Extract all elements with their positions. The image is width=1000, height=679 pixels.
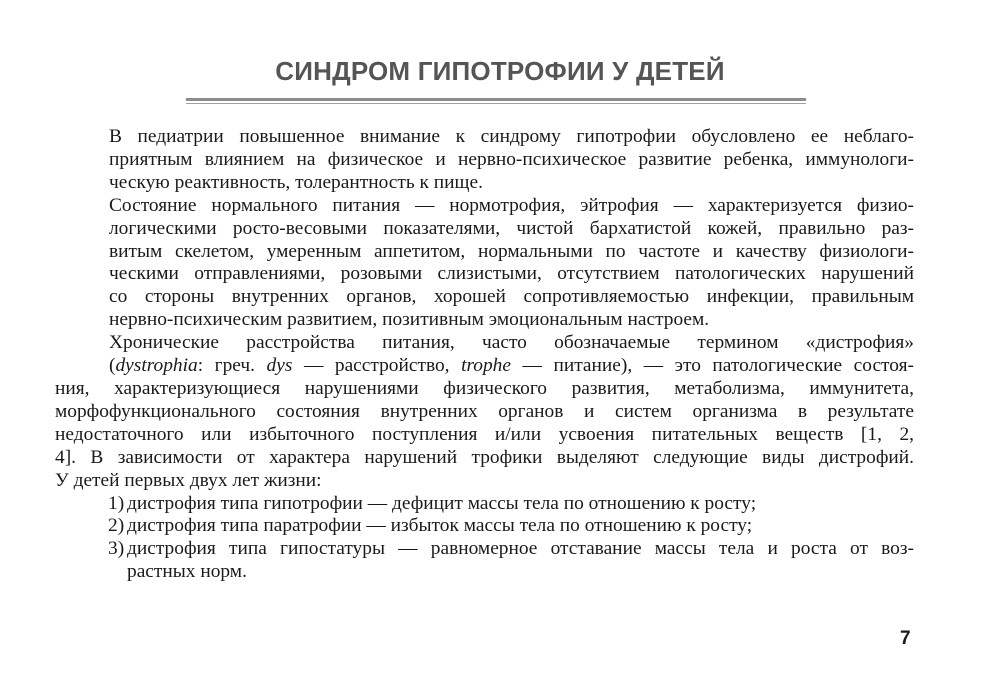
text-line-with-terms bbox=[82, 355, 914, 378]
page-title: СИНДРОМ ГИПОТРОФИИ У ДЕТЕЙ bbox=[275, 56, 725, 86]
list-item-continuation: растных норм. bbox=[127, 561, 247, 583]
text-line: морфофункционального состояния внутренних органов и систем организма в результате bbox=[55, 400, 914, 422]
text-line: ния, характеризующиеся нарушениями физического развития, метаболизма, иммунитета, bbox=[55, 377, 914, 399]
text-line: со стороны внутренних органов, хорошей сопротивляемостью инфекции, правильным bbox=[109, 286, 914, 308]
text-line: нервно-психическим развитием, позитивным эмоциональным настроем. bbox=[109, 309, 710, 331]
list-item-text: дистрофия типа паратрофии — избыток массы тела по отношению к росту; bbox=[127, 515, 753, 537]
text-line: логическими росто-весовыми показателями, чистой бархатистой кожей, правильно раз- bbox=[109, 217, 914, 239]
list-item-number: 1) bbox=[108, 492, 125, 514]
latin-term: dys bbox=[266, 355, 293, 377]
list-item-text: дистрофия типа гипостатуры — равномерное отставание массы тела и роста от воз- bbox=[127, 538, 914, 560]
text-fragment: — питание), — это патологические состоя- bbox=[510, 355, 914, 377]
text-fragment: — расстройство, bbox=[292, 355, 462, 377]
list-item-number: 3) bbox=[108, 538, 125, 560]
list-item bbox=[82, 515, 914, 538]
text-line: 4]. В зависимости от характера нарушений трофики выделяют следующие виды дистрофий. bbox=[55, 446, 914, 468]
paragraph-1 bbox=[82, 126, 914, 195]
text-line: ческую реактивность, толерантность к пище. bbox=[109, 171, 483, 193]
text-fragment: ( bbox=[109, 355, 116, 377]
text-line: недостаточного или избыточного поступления и/или усвоения питательных веществ [1, 2, bbox=[55, 423, 914, 445]
text-line: Состояние нормального питания — нормотрофия, эйтрофия — характеризуется физио- bbox=[109, 194, 914, 216]
text-line: приятным влиянием на физическое и нервно-психическое развитие ребенка, иммунологи- bbox=[109, 148, 914, 170]
title-underline-thin bbox=[186, 103, 806, 104]
latin-term: trophe bbox=[461, 355, 511, 377]
paragraph-2 bbox=[82, 195, 914, 332]
latin-term: dystrophia bbox=[115, 355, 198, 377]
text-line: витым скелетом, умеренным аппетитом, нормальными по частоте и качеству физиологи- bbox=[109, 240, 914, 262]
list-item bbox=[82, 538, 914, 584]
text-fragment: : греч. bbox=[197, 355, 267, 377]
list-item-number: 2) bbox=[108, 515, 125, 537]
list-item bbox=[82, 493, 914, 516]
page-number: 7 bbox=[900, 628, 911, 649]
paragraph-3 bbox=[55, 332, 914, 492]
title-underline-thick bbox=[186, 98, 806, 101]
text-line: ческими отправлениями, розовыми слизистыми, отсутствием патологических нарушений bbox=[109, 263, 914, 285]
text-line: Хронические расстройства питания, часто обозначаемые термином «дистрофия» bbox=[109, 332, 914, 354]
body-text bbox=[55, 126, 914, 584]
list-item-text: дистрофия типа гипотрофии — дефицит массы тела по отношению к росту; bbox=[127, 492, 757, 514]
dystrophy-types-list bbox=[82, 493, 914, 585]
text-line: У детей первых двух лет жизни: bbox=[55, 469, 322, 491]
text-line: В педиатрии повышенное внимание к синдрому гипотрофии обусловлено ее неблаго- bbox=[109, 126, 914, 147]
